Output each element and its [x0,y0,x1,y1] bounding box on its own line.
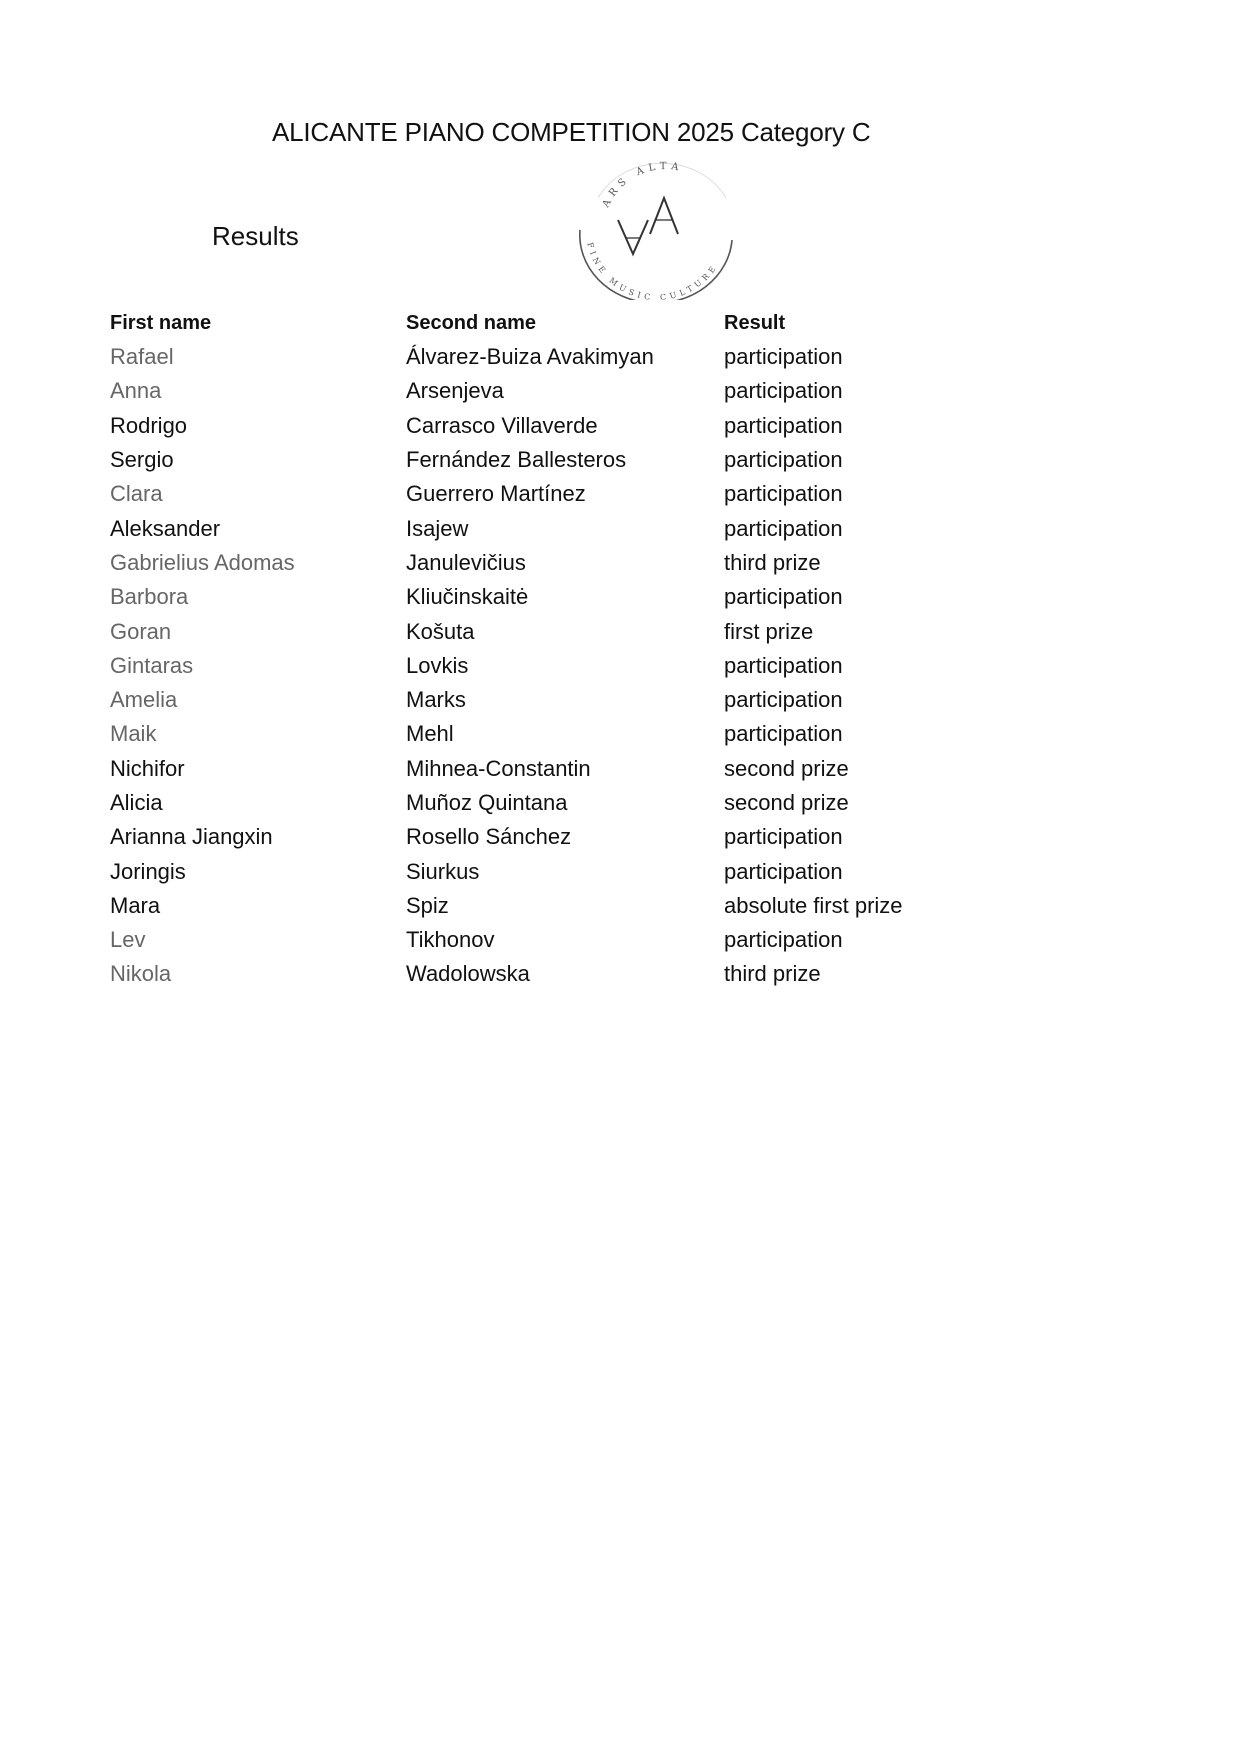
table-row [110,752,1010,786]
cell-first-name: Joringis [110,858,186,884]
table-row [110,614,1010,648]
table-row [110,786,1010,820]
cell-first-name: Rodrigo [110,412,188,438]
cell-first-name: Goran [110,618,172,644]
cell-first-name: Nikola [110,961,172,987]
cell-result: participation [724,858,843,884]
table-row [110,546,1010,580]
table-row [110,854,1010,888]
cell-second-name: Kliučinskaitė [406,584,529,610]
cell-result: participation [724,721,843,747]
table-row [110,443,1010,477]
cell-second-name: Mehl [406,721,454,747]
cell-first-name: Aleksander [110,515,221,541]
svg-text:ARS ALTA [600,161,684,210]
cell-first-name: Maik [110,721,157,747]
cell-result: second prize [724,755,849,781]
cell-second-name: Muñoz Quintana [406,790,568,815]
cell-first-name: Lev [110,927,146,953]
cell-result: first prize [724,618,814,644]
logo-ring-top-text: ARS ALTA [600,161,685,210]
cell-first-name: Sergio [110,447,174,473]
cell-second-name: Tikhonov [406,927,495,953]
cell-first-name: Barbora [110,584,189,610]
table-row [110,889,1010,923]
cell-second-name: Wadolowska [406,961,530,987]
cell-result: participation [724,344,843,370]
table-row [110,340,1010,374]
results-table [110,306,1010,992]
cell-second-name: Lovkis [406,652,469,678]
cell-result: participation [724,515,843,541]
cell-second-name: Siurkus [406,858,480,884]
cell-second-name: Guerrero Martínez [406,481,586,507]
cell-first-name: Arianna Jiangxin [110,824,273,850]
cell-second-name: Rosello Sánchez [406,824,572,850]
cell-result: participation [724,584,843,610]
table-row [110,477,1010,511]
table-row [110,683,1010,717]
cell-result: participation [724,481,843,507]
cell-result: participation [724,378,843,404]
cell-first-name: Anna [110,378,162,404]
results-heading: Results [212,221,299,251]
table-row [110,649,1010,683]
header-second-name: Second name [406,311,537,334]
table-row [110,923,1010,957]
cell-result: third prize [724,549,821,575]
table-row [110,374,1010,408]
results-body [110,340,1010,992]
cell-first-name: Amelia [110,687,178,713]
table-header-row [110,306,1010,340]
cell-first-name: Mara [110,892,161,918]
cell-result: second prize [724,790,849,815]
header-result: Result [724,311,786,334]
cell-result: absolute first prize [724,892,903,918]
cell-second-name: Arsenjeva [406,378,504,404]
cell-second-name: Carrasco Villaverde [406,412,598,438]
cell-second-name: Álvarez-Buiza Avakimyan [406,344,654,370]
ars-alta-logo [578,158,738,300]
page-title: ALICANTE PIANO COMPETITION 2025 Category C [272,117,871,147]
cell-result: participation [724,652,843,678]
cell-second-name: Marks [406,687,466,713]
cell-second-name: Janulevičius [406,549,526,575]
cell-first-name: Rafael [110,344,174,370]
table-row [110,820,1010,854]
cell-second-name: Mihnea-Constantin [406,755,591,781]
cell-result: participation [724,824,843,850]
cell-result: participation [724,927,843,953]
cell-second-name: Isajew [406,515,469,541]
logo-ring-bottom-text: FINE MUSIC CULTURE [585,241,720,300]
header-first-name: First name [110,311,212,334]
table-row [110,511,1010,545]
cell-second-name: Košuta [406,618,475,644]
cell-first-name: Nichifor [110,755,185,781]
cell-result: participation [724,412,843,438]
cell-first-name: Alicia [110,790,163,815]
cell-second-name: Fernández Ballesteros [406,447,627,473]
cell-first-name: Gintaras [110,652,194,678]
cell-result: participation [724,447,843,473]
cell-result: third prize [724,961,821,987]
cell-first-name: Gabrielius Adomas [110,549,295,575]
cell-result: participation [724,687,843,713]
table-row [110,717,1010,751]
cell-second-name: Spiz [406,892,449,918]
cell-first-name: Clara [110,481,163,507]
table-row [110,957,1010,991]
table-row [110,409,1010,443]
table-row [110,580,1010,614]
